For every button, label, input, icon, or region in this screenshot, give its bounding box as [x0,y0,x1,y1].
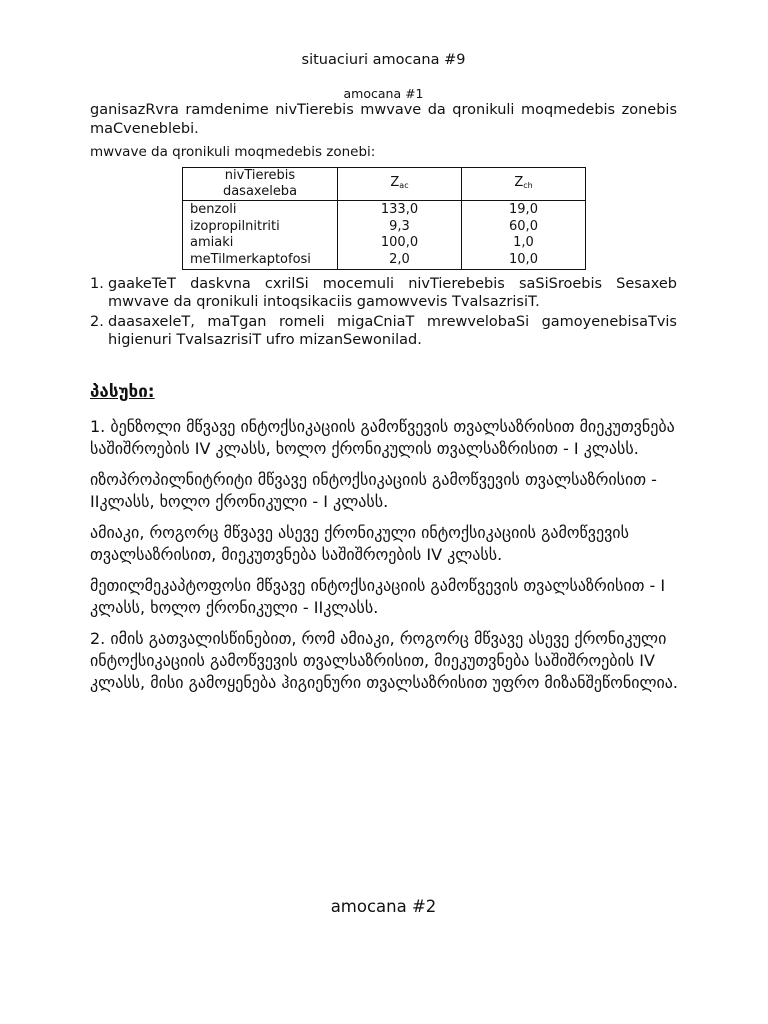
document-title: situaciuri amocana #9 [301,52,466,68]
answer-heading: პასუხი: [90,382,155,402]
task-number: 2. [90,314,104,330]
header-name-line1: nivTierebis [224,168,296,183]
zch-value: 19,0 [509,202,538,217]
header-substance-name [183,168,338,201]
table-body-row [183,201,586,270]
task-number: 1. [90,276,104,292]
zch-value: 60,0 [509,218,538,234]
header-zac-base: Z [390,174,400,190]
substance-name: amiaki [190,235,234,250]
substance-name: meTilmerkaptofosi [190,251,311,267]
zch-value: 1,0 [513,235,534,250]
zac-value: 133,0 [380,202,419,217]
answer-section [90,416,690,703]
answer-paragraph: 2. იმის გათვალისწინებით, რომ ამიაკი, როგორც მწვავე ასევე ქრონიკული ინტოქსიკაციის გამოწვევის თვალსაზრისით, მიეკუთვნება საშიშროების IV კლასს, მისი გამოყენება ჰიგიენური თვალსაზრისით უფრო მიზანშეწონილია. [90,629,678,692]
answer-paragraph: 1. ბენზოლი მწვავე ინტოქსიკაციის გამოწვევის თვალსაზრისით მიეკუთვნება საშიშროების IV კლასს, ხოლო ქრონიკულის თვალსაზრისით - I კლასს. [90,417,675,458]
zac-value: 9,3 [389,218,410,234]
table-header-row [183,168,586,201]
header-name-line2: dasaxeleba [222,184,298,199]
answer-paragraph: იზოპროპილნიტრიტი მწვავე ინტოქსიკაციის გამოწვევის თვალსაზრისით - IIკლასს, ხოლო ქრონიკული - I კლასს. [90,470,657,511]
header-zch-base: Z [514,174,524,190]
substance-name: izopropilnitriti [190,218,280,234]
problem-subtitle: amocana #1 [343,86,424,101]
zch-values-cell [462,201,586,270]
zac-value: 100,0 [380,235,419,250]
task-text: daasaxeleT, maTgan romeli migaCniaT mrewvelobaSi gamoyenebisaTvis higienuri TvalsazrisiT ufro mizanSewonilad. [108,314,677,348]
answer-paragraph: ამიაკი, როგორც მწვავე ასევე ქრონიკული ინტოქსიკაციის გამოწვევის თვალსაზრისით, მიეკუთვნება საშიშროების IV კლასს. [90,523,629,564]
task-list [90,275,677,351]
zac-values-cell [338,201,462,270]
next-problem-title: amocana #2 [330,897,437,916]
table-caption: mwvave da qronikuli moqmedebis zonebi: [90,144,376,160]
task-item [90,313,677,349]
task-item [90,275,677,311]
substance-names-cell [183,201,338,270]
zones-table [182,167,586,270]
substance-name: benzoli [190,202,237,217]
header-zac-sub: ac [399,180,409,190]
task-text: gaakeTeT daskvna cxrilSi mocemuli nivTierebebis saSiSroebis Sesaxeb mwvave da qronikuli intoqsikaciis gamowvevis TvalsazrisiT. [108,276,677,310]
problem-intro: ganisazRvra ramdenime nivTierebis mwvave da qronikuli moqmedebis zonebis maCveneblebi. [90,102,677,137]
zac-value: 2,0 [389,251,410,267]
header-zch-sub: ch [523,180,533,190]
header-zac [338,168,462,201]
answer-paragraph: მეთილმეკაპტოფოსი მწვავე ინტოქსიკაციის გამოწვევის თვალსაზრისით - I კლასს, ხოლო ქრონიკული - IIკლასს. [90,576,666,617]
header-zch [462,168,586,201]
zch-value: 10,0 [509,251,538,267]
